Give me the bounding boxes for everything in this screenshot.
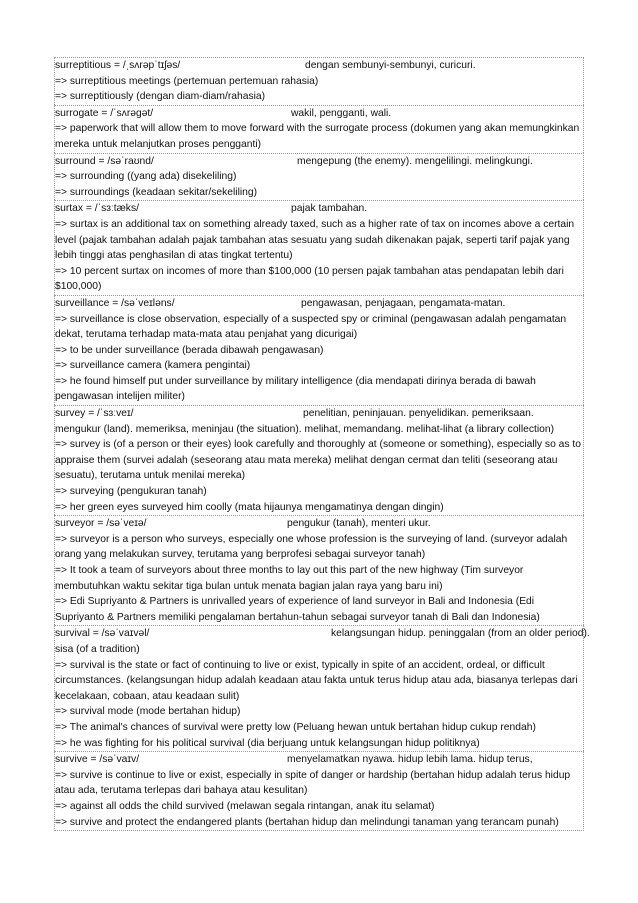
dictionary-entry [54, 751, 584, 831]
entry-meaning: wakil, pengganti, wali. [291, 107, 392, 119]
dictionary-entry [54, 153, 584, 201]
entry-headline [55, 752, 583, 768]
entry-line: => surtax is an additional tax on something already taxed, such as a higher rate of tax on incomes above a certain level (pajak tambahan adalah pajak tambahan atas sesuatu yang sudah dikenakan pajak, seperti tarif pajak yang lebih tinggi atas penghasilan di atas tingkat tertentu) [55, 218, 575, 262]
entry-line: => surveyor is a person who surveys, especially one whose profession is the surveying of land. (surveyor adalah orang yang melakukan survey, terutama yang berprofesi sebagai surveyor tanah) [55, 533, 568, 561]
entry-line: => he found himself put under surveillance by military intelligence (dia mendapati dirinya berada di bawah pengawasan intelijen militer) [55, 375, 536, 403]
entry-headline [55, 154, 583, 170]
entry-headline [55, 201, 583, 217]
entry-line: => surroundings (keadaan sekitar/sekeliling) [55, 186, 258, 198]
entry-headline [55, 106, 583, 122]
entry-line: => survive and protect the endangered plants (bertahan hidup dan melindungi tanaman yang terancam punah) [55, 816, 559, 828]
entry-headline [55, 626, 590, 642]
entry-headword: survey = /ˈsɜːveɪ/ [55, 408, 134, 420]
entry-headline [55, 406, 583, 422]
entry-headword: surtax = /ˈsɜːtæks/ [55, 203, 139, 215]
dictionary-page [54, 57, 590, 831]
entry-meaning: pengukur (tanah), menteri ukur. [287, 518, 431, 530]
entry-headword: surveillance = /səˈveɪləns/ [55, 297, 175, 309]
entry-meaning: mengepung (the enemy). mengelilingi. melingkungi. [297, 155, 533, 167]
entry-line: => surveying (pengukuran tanah) [55, 486, 207, 498]
entry-headline [55, 58, 583, 74]
entry-line: => survive is continue to live or exist, especially in spite of danger or hardship (bertahan hidup adalah terus hidup atau ada, terutama terlepas dari bahaya atau kesulitan) [55, 769, 571, 797]
entry-line: sisa (of a tradition) [55, 643, 140, 655]
entry-line: => The animal's chances of survival were pretty low (Peluang hewan untuk bertahan hidup cukup rendah) [55, 721, 536, 733]
entry-headword: survive = /səˈvaɪv/ [55, 754, 140, 766]
entry-headword: surrogate = /ˈsʌrəɡət/ [55, 107, 154, 119]
entry-headline [55, 516, 583, 532]
entry-headword: surround = /səˈraʊnd/ [55, 155, 154, 167]
entry-headline [55, 296, 583, 312]
dictionary-entry [54, 105, 584, 153]
entry-meaning: pengawasan, penjagaan, pengamata-matan. [301, 297, 506, 309]
entry-meaning: menyelamatkan nyawa. hidup lebih lama. hidup terus, [287, 754, 533, 766]
entry-line: => he was fighting for his political survival (dia berjuang untuk kelangsungan hidup politiknya) [55, 737, 480, 749]
entry-line: => surveillance is close observation, especially of a suspected spy or criminal (pengawasan adalah pengamatan dekat, terutama terhadap mata-mata atau penjahat yang dicurigai) [55, 313, 567, 341]
entry-line: => paperwork that will allow them to move forward with the surrogate process (dokumen yang akan memungkinkan mereka untuk melanjutkan proses pengganti) [55, 123, 580, 150]
entry-line: mengukur (land). memeriksa, meninjau (the situation). melihat, memandang. melihat-lihat (a library collection) [55, 423, 555, 435]
entry-line: => her green eyes surveyed him coolly (mata hijaunya mengamatinya dengan dingin) [55, 501, 444, 513]
entry-line: => Edi Supriyanto & Partners is unrivalled years of experience of land surveyor in Bali and Indonesia (Edi Supriyanto & Partners memiliki pengalaman bertahun-tahun sebagai surveyor tanah di Bali dan Indonesia) [55, 596, 540, 623]
dictionary-entry [54, 515, 584, 625]
entry-line: => It took a team of surveyors about three months to lay out this part of the new highway (Tim surveyor membutuhkan waktu sekitar tiga bulan untuk menata bagian jalan raya yang baru ini) [55, 565, 524, 592]
entry-meaning: pajak tambahan. [291, 203, 368, 215]
entry-line: => 10 percent surtax on incomes of more than $100,000 (10 persen pajak tambahan atas pendapatan lebih dari $100,000) [55, 265, 564, 293]
entry-headword: surveyor = /səˈveɪə/ [55, 518, 147, 530]
entry-line: => survey is (of a person or their eyes) look carefully and thoroughly at (someone or something), especially so as to appraise them (survei adalah (seseorang atau mata mereka) melihat dengan cermat dan teliti (seseorang atau sesuatu), terutama untuk menilai mereka) [55, 439, 581, 482]
entry-line: => against all odds the child survived (melawan segala rintangan, anak itu selamat) [55, 800, 435, 812]
entry-meaning: penelitian, peninjauan. penyelidikan. pemeriksaan. [303, 408, 534, 420]
entry-line: => survival is the state or fact of continuing to live or exist, typically in spite of an accident, ordeal, or difficult circumstances. (kelangsungan hidup adalah keadaan atau fakta untuk terus hidup atau ada, biasanya terlepas dari kecelakaan, cobaan, atau keadaan sulit) [55, 659, 578, 702]
entry-line: => surveillance camera (kamera pengintai) [55, 360, 251, 372]
entry-meaning: dengan sembunyi-sembunyi, curicuri. [305, 60, 476, 71]
entry-line: => surreptitiously (dengan diam-diam/rahasia) [55, 91, 266, 103]
entry-headword: survival = /səˈvaɪvəl/ [55, 628, 150, 640]
dictionary-entry [54, 405, 584, 515]
dictionary-entry [54, 625, 590, 751]
dictionary-entry [54, 57, 584, 105]
entry-line: => surreptitious meetings (pertemuan pertemuan rahasia) [55, 75, 319, 87]
dictionary-entry [54, 200, 584, 295]
entry-meaning: kelangsungan hidup. peninggalan (from an older period). [331, 628, 590, 640]
entry-headword: surreptitious = /ˌsʌrəpˈtɪʃəs/ [55, 60, 181, 71]
entry-line: => to be under surveillance (berada dibawah pengawasan) [55, 344, 324, 356]
dictionary-entry [54, 295, 584, 405]
entry-line: => surrounding ((yang ada) disekeliling) [55, 171, 237, 183]
entry-line: => survival mode (mode bertahan hidup) [55, 706, 241, 718]
